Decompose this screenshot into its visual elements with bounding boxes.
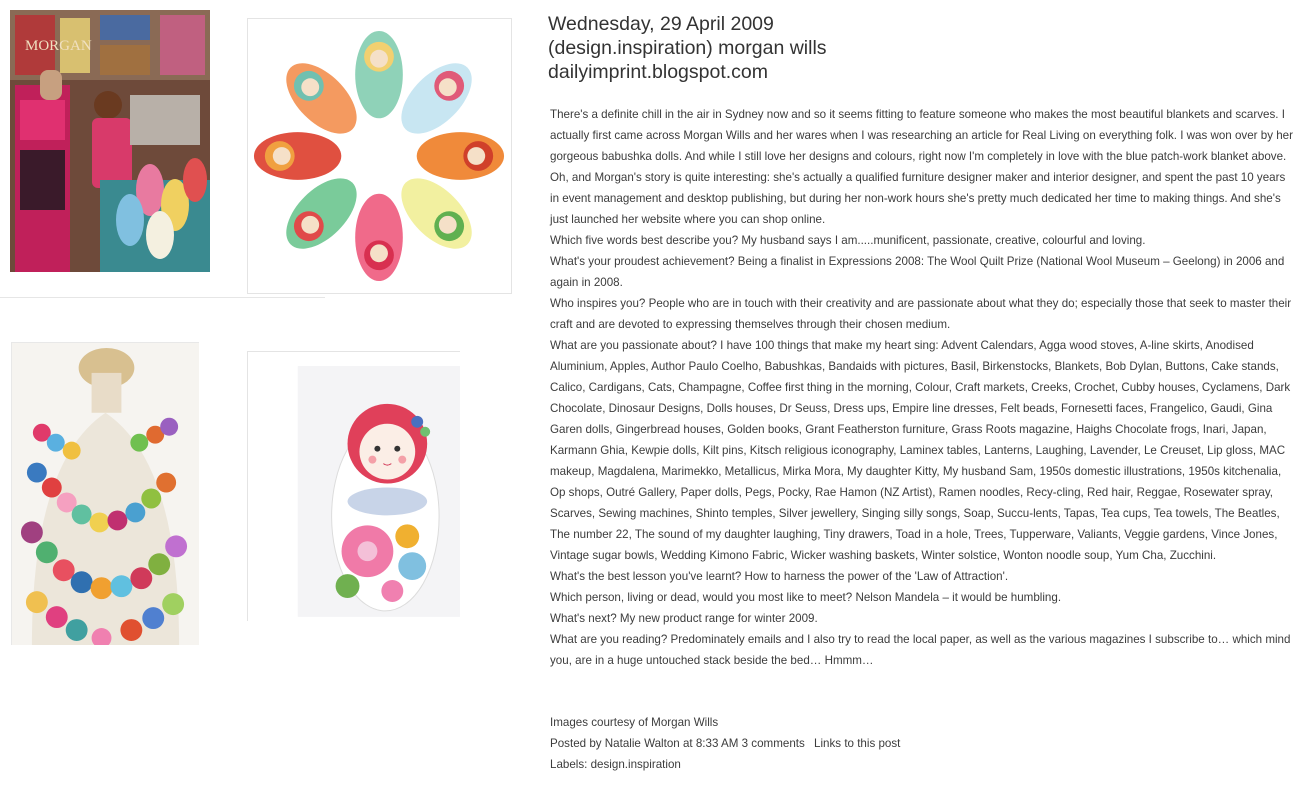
post-body bbox=[550, 104, 1293, 671]
blog-name[interactable]: dailyimprint.blogspot.com bbox=[548, 61, 769, 83]
qa-whats-next: What's next? My new product range for winter 2009. bbox=[550, 612, 818, 625]
post-footer bbox=[550, 712, 1293, 775]
qa-passionate-about: What are you passionate about? I have 100 things that make my heart sing: Advent Calendars, Agga wood stoves, A-line skirts, Anodised Aluminium, Apples, Author Paulo Coelho, Babushkas, Bandaids with pictures, Basil, Birkenstocks, Blankets, Bob Dylan, Buttons, Cake stands, Calico, Cardigans, Cats, Champagne, Coffee first thing in the morning, Colour, Craft markets, Creeks, Crochet, Cubby houses, Cyclamens, Dark Chocolate, Dinosaur Designs, Dolls houses, Dr Seuss, Dress ups, Empire line dresses, Felt beads, Fornesetti faces, Frangelico, Gaudi, Gina Garen dolls, Gingerbread houses, Golden books, Grant Featherston furniture, Grass Roots magazine, Haighs Chocolate frogs, Inari, Japan, Karmann Ghia, Kewpie dolls, Kilt pins, Kitsch religious iconography, Laminex tables, Lanterns, Laughing, Lavender, Le Creuset, Lip gloss, MAC makeup, Magdalena, Marimekko, Metallicus, Mirka Mora, My daughter Kitty, My husband Sam, 1950s domestic illustrations, 1950s kitchenalia, Op shops, Outré Gallery, Paper dolls, Pegs, Pocky, Rae Hamon (NZ Artist), Ramen noodles, Recy-cling, Red hair, Reggae, Rosewater spray, Scarves, Sewing machines, Shinto temples, Silver jewellery, Singing silly songs, Soap, Succu-lents, Tapas, Tea cups, Tea towels, The Beatles, The number 22, The sound of my daughter laughing, Tiny drawers, Toad in a hole, Trees, Tupperware, Valiants, Veggie gardens, Vince Jones, Vintage sugar bowls, Wedding Kimono Fabric, Wicker washing baskets, Winter solstice, Wonton noodle soup, Yum Cha, Zucchini. bbox=[550, 339, 1291, 562]
qa-five-words: Which five words best describe you? My husband says I am.....munificent, passionate, creative, colourful and loving. bbox=[550, 234, 1146, 247]
post-labels[interactable]: Labels: design.inspiration bbox=[550, 758, 681, 771]
babushka-card-photo bbox=[247, 351, 460, 621]
post-date: Wednesday, 29 April 2009 bbox=[548, 13, 774, 35]
qa-best-lesson: What's the best lesson you've learnt? How to harness the power of the 'Law of Attraction'. bbox=[550, 570, 1009, 583]
babushka-ring-photo bbox=[247, 18, 512, 294]
qa-proudest-achievement: What's your proudest achievement? Being a finalist in Expressions 2008: The Wool Quilt Prize (National Wool Museum – Geelong) in 2006 and again in 2008. bbox=[550, 255, 1285, 289]
qa-person-to-meet: Which person, living or dead, would you most like to meet? Nelson Mandela – it would be humbling. bbox=[550, 591, 1062, 604]
post-byline bbox=[550, 733, 1293, 754]
studio-sign-text: MORGAN bbox=[25, 38, 92, 54]
post-title[interactable]: (design.inspiration) morgan wills bbox=[548, 37, 827, 59]
comments-link[interactable]: 3 comments bbox=[741, 737, 805, 750]
image-credit: Images courtesy of Morgan Wills bbox=[550, 716, 719, 729]
intro-paragraph: There's a definite chill in the air in Sydney now and so it seems fitting to feature someone who makes the most beautiful blankets and scarves. I actually first came across Morgan Wills and her wares when I was researching an article for Real Living on everything folk. I was won over by her gorgeous babushka dolls. And while I still love her designs and colours, right now I'm completely in love with the blue patch-work blanket above. Oh, and Morgan's story is quite interesting: she's actually a qualified furniture designer maker and interior designer, and spent the past 10 years in event management and desktop publishing, but during her non-work hours she's pretty much dedicated her time to making things. And she's just launched her website where you can shop online. bbox=[550, 108, 1293, 226]
image-divider bbox=[0, 297, 325, 298]
felt-bead-necklace-photo bbox=[11, 342, 199, 645]
post-header bbox=[548, 12, 1293, 84]
qa-inspires: Who inspires you? People who are in touch with their creativity and are passionate about what they do; especially those that seek to master their craft and are devoted to expressing themselves through their chosen medium. bbox=[550, 297, 1292, 331]
posted-by[interactable]: Posted by Natalie Walton at 8:33 AM bbox=[550, 737, 739, 750]
studio-photo bbox=[10, 10, 210, 272]
qa-reading: What are you reading? Predominately emails and I also try to read the local paper, as well as the various magazines I subscribe to… which mind you, are in a huge untouched stack beside the bed… Hmmm… bbox=[550, 633, 1291, 667]
links-to-post[interactable]: Links to this post bbox=[814, 737, 901, 750]
